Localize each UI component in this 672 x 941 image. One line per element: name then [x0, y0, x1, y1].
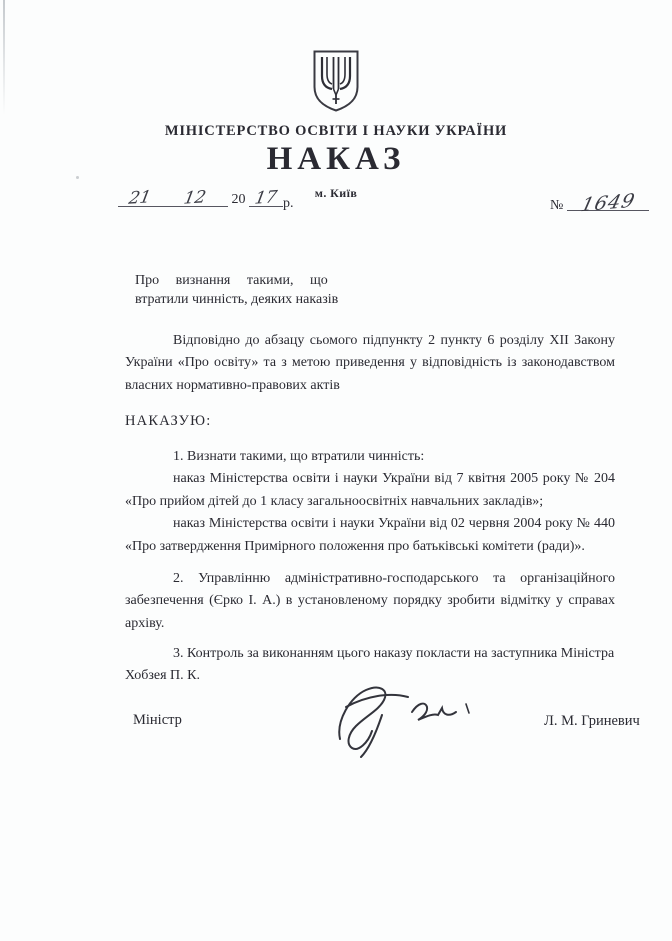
item-1-subparagraph-1: наказ Міністерства освіти і науки України від 7 квітня 2005 року № 204 «Про прийом дітей до 1 класу загальноосвітніх навчальних закладів»;	[125, 471, 615, 509]
subject-line-1: Про визнання такими, що	[135, 273, 328, 288]
year-prefix: 20	[231, 192, 246, 207]
scan-edge-artifact	[3, 0, 5, 115]
handwritten-number: 1649	[578, 189, 638, 217]
ministry-name: МІНІСТЕРСТВО ОСВІТИ І НАУКИ УКРАЇНИ	[164, 123, 508, 139]
document-type-title: НАКАЗ	[266, 141, 406, 177]
item-1-subparagraph-2: наказ Міністерства освіти і науки України від 02 червня 2004 року № 440 «Про затвердження Примірного положення про батьківські комітети (ради)».	[125, 516, 615, 554]
number-label: №	[550, 198, 564, 213]
order-number-line	[550, 189, 649, 217]
year-suffix: р.	[283, 196, 294, 211]
date-month-field	[162, 188, 228, 207]
item-1-heading: 1. Визнати такими, що втратили чинність:	[173, 449, 425, 464]
subject-block	[135, 272, 357, 309]
date-year-field	[249, 188, 283, 207]
handwritten-signature-icon	[326, 681, 476, 759]
issue-city: м. Київ	[314, 186, 358, 200]
date-day-field	[118, 188, 162, 207]
item-2-paragraph: 2. Управлінню адміністративно-господарського та організаційного забезпечення (Єрко І. А.) в установленому порядку зробити відмітку у справах архіву.	[125, 571, 615, 631]
handwritten-year: 17	[253, 187, 279, 209]
preamble-paragraph: Відповідно до абзацу сьомого підпункту 2 пункту 6 розділу XII Закону України «Про освіту» та з метою приведення у відповідність із законодавством власних нормативно-правових актів	[125, 333, 615, 393]
item-3-line-2: Хобзея П. К.	[125, 668, 200, 684]
ukraine-trident-icon	[313, 50, 359, 112]
order-keyword: НАКАЗУЮ:	[125, 413, 212, 429]
number-field	[567, 189, 649, 217]
signer-name: Л. М. Гриневич	[544, 713, 640, 729]
item-3-line-1: 3. Контроль за виконанням цього наказу покласти на заступника Міністра	[173, 646, 615, 661]
order-item-1	[125, 446, 615, 558]
handwritten-month: 12	[182, 187, 208, 209]
subject-line-2: втратили чинність, деяких наказів	[135, 291, 339, 307]
handwritten-day: 21	[127, 187, 153, 209]
date-line	[118, 188, 294, 212]
order-item-2	[125, 568, 615, 635]
signer-title: Міністр	[133, 712, 182, 728]
